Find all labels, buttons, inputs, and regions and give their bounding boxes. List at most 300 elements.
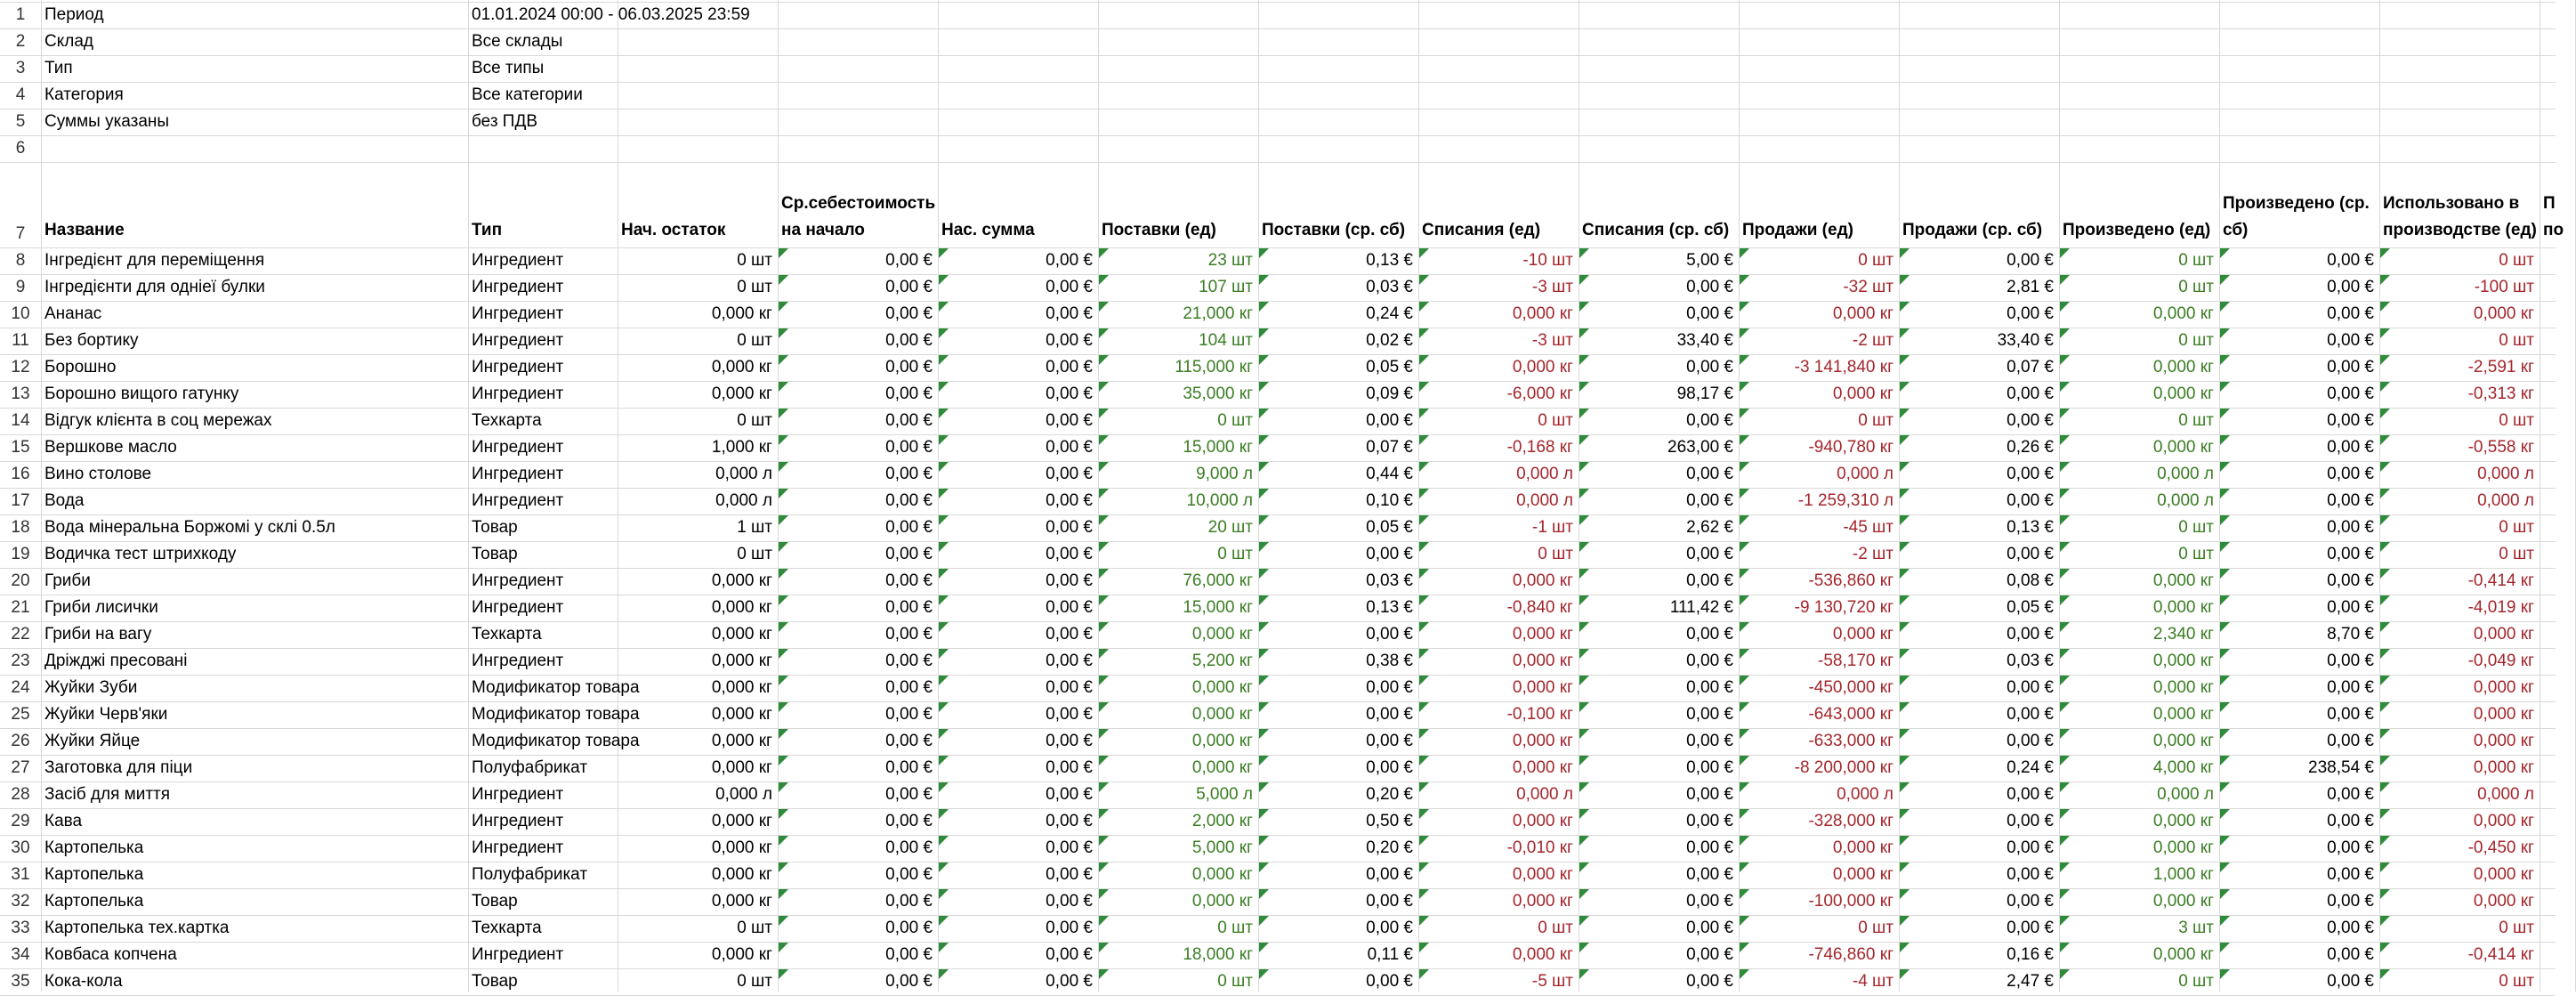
table-cell-sales-qty[interactable]: 0 шт [1858, 411, 1894, 430]
table-cell-supply-cost[interactable]: 0,03 € [1366, 571, 1413, 590]
table-cell-sales-cost[interactable]: 0,00 € [2007, 705, 2054, 724]
table-cell-produced-qty[interactable]: 0,000 кг [2152, 705, 2214, 724]
table-cell-start[interactable]: 0,000 кг [711, 678, 772, 697]
table-cell-used-qty[interactable]: 0,000 кг [2473, 705, 2534, 724]
table-cell-writeoff-qty[interactable]: -6,000 кг [1506, 385, 1573, 403]
table-cell-sales-qty[interactable]: -100,000 кг [1808, 892, 1894, 911]
table-cell-produced-qty[interactable]: 0,000 л [2157, 465, 2214, 483]
table-cell-writeoff-qty[interactable]: 0,000 л [1516, 491, 1573, 510]
table-cell-produced-qty[interactable]: 0,000 л [2157, 491, 2214, 510]
table-cell-sales-cost[interactable]: 0,00 € [2007, 838, 2054, 857]
table-cell-produced-qty[interactable]: 0,000 кг [2152, 598, 2214, 617]
table-cell-avg-cost[interactable]: 0,00 € [885, 385, 933, 403]
table-cell-avg-cost[interactable]: 0,00 € [885, 358, 933, 377]
table-cell-sales-cost[interactable]: 0,00 € [2007, 545, 2054, 563]
table-cell-supply-qty[interactable]: 0 шт [1217, 545, 1253, 563]
table-cell-type[interactable]: Модификатор товара [472, 678, 640, 697]
table-cell-type[interactable]: Ингредиент [472, 491, 564, 510]
table-cell-sales-qty[interactable]: -643,000 кг [1808, 705, 1894, 724]
table-cell-writeoff-cost[interactable]: 0,00 € [1686, 465, 1733, 483]
table-cell-sales-cost[interactable]: 0,00 € [2007, 491, 2054, 510]
table-cell-sales-qty[interactable]: -4 шт [1852, 972, 1894, 991]
table-cell-sales-cost[interactable]: 0,00 € [2007, 411, 2054, 430]
table-cell-writeoff-cost[interactable]: 0,00 € [1686, 945, 1733, 964]
meta-value[interactable]: Все типы [472, 59, 545, 77]
table-cell-sales-qty[interactable]: -746,860 кг [1808, 945, 1894, 964]
table-cell-sum[interactable]: 0,00 € [1046, 491, 1093, 510]
table-cell-name[interactable]: Дріжджі пресовані [44, 652, 188, 670]
table-cell-sales-qty[interactable]: 0,000 кг [1832, 865, 1894, 884]
table-cell-sales-qty[interactable]: -45 шт [1843, 518, 1894, 537]
table-cell-avg-cost[interactable]: 0,00 € [885, 945, 933, 964]
column-header[interactable]: Название [44, 221, 125, 239]
table-cell-type[interactable]: Ингредиент [472, 385, 564, 403]
table-cell-sales-qty[interactable]: -633,000 кг [1808, 732, 1894, 750]
table-cell-writeoff-cost[interactable]: 0,00 € [1686, 652, 1733, 670]
table-cell-start[interactable]: 0 шт [737, 545, 772, 563]
meta-label[interactable]: Склад [44, 32, 93, 51]
table-cell-sales-cost[interactable]: 0,07 € [2007, 358, 2054, 377]
table-cell-sales-qty[interactable]: -9 130,720 кг [1794, 598, 1894, 617]
table-cell-name[interactable]: Заготовка для піци [44, 758, 193, 777]
table-cell-used-qty[interactable]: -100 шт [2474, 278, 2534, 296]
meta-value[interactable]: 01.01.2024 00:00 - 06.03.2025 23:59 [472, 5, 750, 24]
table-cell-supply-qty[interactable]: 9,000 л [1196, 465, 1253, 483]
table-cell-avg-cost[interactable]: 0,00 € [885, 972, 933, 991]
table-cell-sales-cost[interactable]: 0,05 € [2007, 598, 2054, 617]
table-cell-sum[interactable]: 0,00 € [1046, 919, 1093, 937]
table-cell-supply-cost[interactable]: 0,03 € [1366, 278, 1413, 296]
table-cell-supply-qty[interactable]: 5,200 кг [1191, 652, 1253, 670]
table-cell-start[interactable]: 0,000 кг [711, 732, 772, 750]
table-cell-used-qty[interactable]: 0,000 кг [2473, 304, 2534, 323]
table-cell-produced-cost[interactable]: 0,00 € [2327, 838, 2374, 857]
table-cell-produced-cost[interactable]: 0,00 € [2327, 919, 2374, 937]
table-cell-supply-cost[interactable]: 0,00 € [1366, 705, 1413, 724]
table-cell-produced-qty[interactable]: 0,000 кг [2152, 385, 2214, 403]
table-cell-produced-cost[interactable]: 0,00 € [2327, 598, 2374, 617]
table-cell-writeoff-cost[interactable]: 0,00 € [1686, 812, 1733, 830]
table-cell-type[interactable]: Товар [472, 972, 518, 991]
table-cell-writeoff-cost[interactable]: 33,40 € [1676, 331, 1733, 350]
table-cell-used-qty[interactable]: 0,000 л [2477, 465, 2534, 483]
table-cell-sum[interactable]: 0,00 € [1046, 358, 1093, 377]
table-cell-produced-qty[interactable]: 4,000 кг [2152, 758, 2214, 777]
table-cell-start[interactable]: 0,000 кг [711, 758, 772, 777]
table-cell-sum[interactable]: 0,00 € [1046, 758, 1093, 777]
table-cell-name[interactable]: Гриби лисички [44, 598, 158, 617]
table-cell-used-qty[interactable]: 0,000 кг [2473, 812, 2534, 830]
table-cell-writeoff-qty[interactable]: 0,000 кг [1512, 625, 1573, 644]
table-cell-writeoff-cost[interactable]: 0,00 € [1686, 278, 1733, 296]
table-cell-used-qty[interactable]: -0,414 кг [2467, 945, 2534, 964]
table-cell-sum[interactable]: 0,00 € [1046, 678, 1093, 697]
table-cell-produced-qty[interactable]: 0,000 кг [2152, 678, 2214, 697]
table-cell-writeoff-qty[interactable]: -3 шт [1531, 331, 1573, 350]
table-cell-produced-cost[interactable]: 0,00 € [2327, 385, 2374, 403]
table-cell-writeoff-qty[interactable]: 0,000 кг [1512, 758, 1573, 777]
table-cell-produced-qty[interactable]: 0,000 л [2157, 785, 2214, 804]
table-cell-sum[interactable]: 0,00 € [1046, 598, 1093, 617]
table-cell-supply-qty[interactable]: 0,000 кг [1191, 758, 1253, 777]
table-cell-used-qty[interactable]: -0,049 кг [2467, 652, 2534, 670]
table-cell-used-qty[interactable]: -0,450 кг [2467, 838, 2534, 857]
table-cell-writeoff-qty[interactable]: -0,840 кг [1506, 598, 1573, 617]
table-cell-produced-qty[interactable]: 0,000 кг [2152, 571, 2214, 590]
table-cell-sales-cost[interactable]: 0,00 € [2007, 732, 2054, 750]
table-cell-supply-cost[interactable]: 0,38 € [1366, 652, 1413, 670]
table-cell-produced-qty[interactable]: 0 шт [2178, 278, 2214, 296]
table-cell-writeoff-cost[interactable]: 0,00 € [1686, 919, 1733, 937]
table-cell-avg-cost[interactable]: 0,00 € [885, 251, 933, 270]
table-cell-sum[interactable]: 0,00 € [1046, 545, 1093, 563]
table-cell-supply-qty[interactable]: 0 шт [1217, 972, 1253, 991]
table-cell-sum[interactable]: 0,00 € [1046, 251, 1093, 270]
column-header[interactable]: Ср.себестоимость на начало [781, 194, 936, 239]
table-cell-sum[interactable]: 0,00 € [1046, 278, 1093, 296]
table-cell-start[interactable]: 0,000 кг [711, 571, 772, 590]
table-cell-start[interactable]: 0 шт [737, 278, 772, 296]
column-header[interactable]: П по [2543, 194, 2564, 239]
table-cell-avg-cost[interactable]: 0,00 € [885, 411, 933, 430]
table-cell-supply-cost[interactable]: 0,00 € [1366, 972, 1413, 991]
table-cell-type[interactable]: Ингредиент [472, 785, 564, 804]
table-cell-name[interactable]: Кава [44, 812, 83, 830]
table-cell-type[interactable]: Ингредиент [472, 838, 564, 857]
table-cell-supply-qty[interactable]: 0,000 кг [1191, 678, 1253, 697]
column-header[interactable]: Нач. остаток [621, 221, 726, 239]
table-cell-writeoff-qty[interactable]: -1 шт [1531, 518, 1573, 537]
table-cell-produced-qty[interactable]: 2,340 кг [2152, 625, 2214, 644]
table-cell-writeoff-qty[interactable]: 0,000 кг [1512, 571, 1573, 590]
table-cell-sales-cost[interactable]: 0,00 € [2007, 678, 2054, 697]
table-cell-produced-qty[interactable]: 0,000 кг [2152, 838, 2214, 857]
column-header[interactable]: Списания (ср. сб) [1582, 221, 1730, 239]
table-cell-name[interactable]: Ананас [44, 304, 102, 323]
table-cell-avg-cost[interactable]: 0,00 € [885, 892, 933, 911]
table-cell-supply-cost[interactable]: 0,10 € [1366, 491, 1413, 510]
table-cell-sales-cost[interactable]: 0,00 € [2007, 251, 2054, 270]
table-cell-used-qty[interactable]: -2,591 кг [2467, 358, 2534, 377]
table-cell-avg-cost[interactable]: 0,00 € [885, 812, 933, 830]
table-cell-sum[interactable]: 0,00 € [1046, 972, 1093, 991]
table-cell-supply-cost[interactable]: 0,00 € [1366, 758, 1413, 777]
table-cell-type[interactable]: Ингредиент [472, 571, 564, 590]
table-cell-start[interactable]: 0,000 кг [711, 892, 772, 911]
table-cell-supply-cost[interactable]: 0,13 € [1366, 251, 1413, 270]
table-cell-sales-cost[interactable]: 0,00 € [2007, 304, 2054, 323]
table-cell-start[interactable]: 0 шт [737, 919, 772, 937]
table-cell-supply-qty[interactable]: 0,000 кг [1191, 705, 1253, 724]
table-cell-used-qty[interactable]: 0,000 кг [2473, 732, 2534, 750]
table-cell-name[interactable]: Жуйки Яйце [44, 732, 141, 750]
table-cell-start[interactable]: 0,000 кг [711, 625, 772, 644]
table-cell-produced-qty[interactable]: 0 шт [2178, 545, 2214, 563]
table-cell-sum[interactable]: 0,00 € [1046, 652, 1093, 670]
table-cell-supply-qty[interactable]: 15,000 кг [1183, 598, 1253, 617]
table-cell-type[interactable]: Товар [472, 518, 518, 537]
table-cell-produced-cost[interactable]: 0,00 € [2327, 652, 2374, 670]
table-cell-produced-qty[interactable]: 0 шт [2178, 251, 2214, 270]
table-cell-supply-cost[interactable]: 0,09 € [1366, 385, 1413, 403]
table-cell-writeoff-cost[interactable]: 0,00 € [1686, 304, 1733, 323]
table-cell-sum[interactable]: 0,00 € [1046, 838, 1093, 857]
table-cell-sum[interactable]: 0,00 € [1046, 865, 1093, 884]
column-header[interactable]: Произведено (ср. сб) [2223, 194, 2370, 239]
table-cell-supply-qty[interactable]: 35,000 кг [1183, 385, 1253, 403]
table-cell-supply-cost[interactable]: 0,44 € [1366, 465, 1413, 483]
table-cell-type[interactable]: Ингредиент [472, 278, 564, 296]
table-cell-supply-qty[interactable]: 76,000 кг [1183, 571, 1253, 590]
table-cell-supply-cost[interactable]: 0,00 € [1366, 865, 1413, 884]
table-cell-start[interactable]: 0 шт [737, 411, 772, 430]
table-cell-start[interactable]: 0,000 кг [711, 812, 772, 830]
table-cell-produced-cost[interactable]: 0,00 € [2327, 491, 2374, 510]
column-header[interactable]: Продажи (ср. сб) [1902, 221, 2043, 239]
table-cell-name[interactable]: Картопелька [44, 838, 144, 857]
table-cell-sales-cost[interactable]: 0,00 € [2007, 465, 2054, 483]
table-cell-avg-cost[interactable]: 0,00 € [885, 438, 933, 457]
table-cell-sales-cost[interactable]: 0,08 € [2007, 571, 2054, 590]
table-cell-produced-cost[interactable]: 0,00 € [2327, 892, 2374, 911]
table-cell-avg-cost[interactable]: 0,00 € [885, 465, 933, 483]
table-cell-sum[interactable]: 0,00 € [1046, 465, 1093, 483]
table-cell-used-qty[interactable]: 0,000 кг [2473, 625, 2534, 644]
table-cell-start[interactable]: 0,000 л [715, 465, 772, 483]
table-cell-supply-qty[interactable]: 10,000 л [1186, 491, 1253, 510]
table-cell-type[interactable]: Модификатор товара [472, 705, 640, 724]
table-cell-start[interactable]: 0,000 кг [711, 358, 772, 377]
table-cell-used-qty[interactable]: -0,558 кг [2467, 438, 2534, 457]
table-cell-sales-qty[interactable]: -1 259,310 л [1797, 491, 1894, 510]
table-cell-sum[interactable]: 0,00 € [1046, 785, 1093, 804]
table-cell-writeoff-qty[interactable]: -0,010 кг [1506, 838, 1573, 857]
table-cell-writeoff-cost[interactable]: 0,00 € [1686, 625, 1733, 644]
table-cell-sales-qty[interactable]: 0,000 кг [1832, 838, 1894, 857]
table-cell-supply-qty[interactable]: 2,000 кг [1191, 812, 1253, 830]
table-cell-supply-qty[interactable]: 0 шт [1217, 919, 1253, 937]
meta-label[interactable]: Категория [44, 85, 124, 104]
table-cell-writeoff-cost[interactable]: 98,17 € [1676, 385, 1733, 403]
table-cell-name[interactable]: Водичка тест штрихкоду [44, 545, 237, 563]
table-cell-start[interactable]: 0 шт [737, 972, 772, 991]
table-cell-type[interactable]: Полуфабрикат [472, 865, 588, 884]
table-cell-sales-qty[interactable]: -3 141,840 кг [1794, 358, 1894, 377]
table-cell-sales-qty[interactable]: -58,170 кг [1818, 652, 1894, 670]
table-cell-supply-qty[interactable]: 0,000 кг [1191, 732, 1253, 750]
table-cell-used-qty[interactable]: 0,000 л [2477, 785, 2534, 804]
table-cell-avg-cost[interactable]: 0,00 € [885, 571, 933, 590]
table-cell-writeoff-qty[interactable]: 0,000 кг [1512, 892, 1573, 911]
table-cell-supply-qty[interactable]: 115,000 кг [1175, 358, 1253, 377]
table-cell-produced-cost[interactable]: 0,00 € [2327, 438, 2374, 457]
table-cell-name[interactable]: Картопелька [44, 892, 144, 911]
table-cell-produced-cost[interactable]: 0,00 € [2327, 812, 2374, 830]
table-cell-used-qty[interactable]: 0,000 кг [2473, 865, 2534, 884]
table-cell-used-qty[interactable]: 0 шт [2499, 411, 2534, 430]
column-header[interactable]: Использовано в производстве (ед) [2383, 194, 2537, 239]
table-cell-type[interactable]: Ингредиент [472, 331, 564, 350]
table-cell-writeoff-cost[interactable]: 111,42 € [1669, 598, 1733, 617]
table-cell-type[interactable]: Ингредиент [472, 652, 564, 670]
table-cell-writeoff-qty[interactable]: -0,168 кг [1506, 438, 1573, 457]
table-cell-used-qty[interactable]: 0,000 кг [2473, 892, 2534, 911]
table-cell-avg-cost[interactable]: 0,00 € [885, 732, 933, 750]
table-cell-sales-cost[interactable]: 0,16 € [2007, 945, 2054, 964]
table-cell-sales-cost[interactable]: 0,26 € [2007, 438, 2054, 457]
table-cell-produced-qty[interactable]: 0,000 кг [2152, 892, 2214, 911]
table-cell-writeoff-cost[interactable]: 5,00 € [1686, 251, 1733, 270]
table-cell-produced-qty[interactable]: 0,000 кг [2152, 945, 2214, 964]
table-cell-sum[interactable]: 0,00 € [1046, 625, 1093, 644]
table-cell-supply-cost[interactable]: 0,24 € [1366, 304, 1413, 323]
table-cell-name[interactable]: Вершкове масло [44, 438, 177, 457]
meta-value[interactable]: Все склады [472, 32, 563, 51]
table-cell-writeoff-cost[interactable]: 0,00 € [1686, 705, 1733, 724]
table-cell-supply-cost[interactable]: 0,20 € [1366, 838, 1413, 857]
table-cell-writeoff-qty[interactable]: 0 шт [1538, 545, 1573, 563]
table-cell-used-qty[interactable]: 0,000 л [2477, 491, 2534, 510]
table-cell-produced-cost[interactable]: 8,70 € [2327, 625, 2374, 644]
table-cell-sum[interactable]: 0,00 € [1046, 518, 1093, 537]
column-header[interactable]: Поставки (ед) [1102, 221, 1216, 239]
table-cell-sales-qty[interactable]: -536,860 кг [1808, 571, 1894, 590]
table-cell-sum[interactable]: 0,00 € [1046, 304, 1093, 323]
table-cell-supply-qty[interactable]: 104 шт [1199, 331, 1253, 350]
table-cell-writeoff-cost[interactable]: 0,00 € [1686, 865, 1733, 884]
table-cell-sales-qty[interactable]: 0 шт [1858, 251, 1894, 270]
table-cell-name[interactable]: Картопелька тех.картка [44, 919, 230, 937]
table-cell-sales-cost[interactable]: 0,00 € [2007, 625, 2054, 644]
table-cell-type[interactable]: Техкарта [472, 919, 542, 937]
table-cell-name[interactable]: Інгредієнт для переміщення [44, 251, 265, 270]
table-cell-sales-qty[interactable]: -8 200,000 кг [1794, 758, 1894, 777]
table-cell-produced-cost[interactable]: 0,00 € [2327, 972, 2374, 991]
table-cell-writeoff-qty[interactable]: 0,000 л [1516, 785, 1573, 804]
column-header[interactable]: Тип [472, 221, 503, 239]
table-cell-used-qty[interactable]: 0,000 кг [2473, 758, 2534, 777]
table-cell-sum[interactable]: 0,00 € [1046, 385, 1093, 403]
table-cell-produced-cost[interactable]: 0,00 € [2327, 945, 2374, 964]
table-cell-produced-qty[interactable]: 0 шт [2178, 331, 2214, 350]
table-cell-start[interactable]: 0,000 кг [711, 598, 772, 617]
meta-label[interactable]: Тип [44, 59, 73, 77]
table-cell-sales-qty[interactable]: -2 шт [1852, 331, 1894, 350]
table-cell-sales-cost[interactable]: 0,00 € [2007, 785, 2054, 804]
table-cell-avg-cost[interactable]: 0,00 € [885, 278, 933, 296]
table-cell-writeoff-cost[interactable]: 0,00 € [1686, 571, 1733, 590]
table-cell-produced-cost[interactable]: 0,00 € [2327, 278, 2374, 296]
table-cell-supply-qty[interactable]: 21,000 кг [1183, 304, 1253, 323]
table-cell-produced-qty[interactable]: 0,000 кг [2152, 358, 2214, 377]
table-cell-used-qty[interactable]: -0,313 кг [2467, 385, 2534, 403]
table-cell-used-qty[interactable]: -4,019 кг [2467, 598, 2534, 617]
table-cell-name[interactable]: Борошно [44, 358, 117, 377]
table-cell-avg-cost[interactable]: 0,00 € [885, 705, 933, 724]
table-cell-produced-cost[interactable]: 0,00 € [2327, 571, 2374, 590]
table-cell-supply-cost[interactable]: 0,00 € [1366, 545, 1413, 563]
meta-label[interactable]: Период [44, 5, 104, 24]
column-header[interactable]: Списания (ед) [1422, 221, 1541, 239]
table-cell-writeoff-qty[interactable]: 0,000 л [1516, 465, 1573, 483]
table-cell-produced-qty[interactable]: 0 шт [2178, 518, 2214, 537]
table-cell-writeoff-qty[interactable]: 0,000 кг [1512, 945, 1573, 964]
table-cell-writeoff-cost[interactable]: 0,00 € [1686, 892, 1733, 911]
table-cell-type[interactable]: Ингредиент [472, 812, 564, 830]
table-cell-sales-cost[interactable]: 0,24 € [2007, 758, 2054, 777]
table-cell-supply-cost[interactable]: 0,07 € [1366, 438, 1413, 457]
column-header[interactable]: Нас. сумма [941, 221, 1035, 239]
table-cell-type[interactable]: Ингредиент [472, 598, 564, 617]
table-cell-type[interactable]: Товар [472, 892, 518, 911]
table-cell-sales-cost[interactable]: 0,00 € [2007, 865, 2054, 884]
table-cell-writeoff-cost[interactable]: 2,62 € [1686, 518, 1733, 537]
table-cell-supply-qty[interactable]: 5,000 кг [1191, 838, 1253, 857]
table-cell-avg-cost[interactable]: 0,00 € [885, 304, 933, 323]
table-cell-supply-cost[interactable]: 0,50 € [1366, 812, 1413, 830]
table-cell-name[interactable]: Інгредієнти для одніеї булки [44, 278, 265, 296]
table-cell-sales-qty[interactable]: 0,000 кг [1832, 385, 1894, 403]
table-cell-avg-cost[interactable]: 0,00 € [885, 491, 933, 510]
table-cell-avg-cost[interactable]: 0,00 € [885, 919, 933, 937]
table-cell-supply-qty[interactable]: 20 шт [1207, 518, 1253, 537]
table-cell-sales-cost[interactable]: 0,00 € [2007, 919, 2054, 937]
table-cell-name[interactable]: Вино столове [44, 465, 152, 483]
table-cell-produced-qty[interactable]: 0,000 кг [2152, 652, 2214, 670]
table-cell-supply-qty[interactable]: 15,000 кг [1183, 438, 1253, 457]
table-cell-name[interactable]: Без бортику [44, 331, 139, 350]
table-cell-writeoff-qty[interactable]: 0,000 кг [1512, 812, 1573, 830]
table-cell-sum[interactable]: 0,00 € [1046, 331, 1093, 350]
table-cell-sales-qty[interactable]: -32 шт [1843, 278, 1894, 296]
table-cell-sales-cost[interactable]: 33,40 € [1997, 331, 2054, 350]
table-cell-avg-cost[interactable]: 0,00 € [885, 758, 933, 777]
table-cell-supply-cost[interactable]: 0,00 € [1366, 732, 1413, 750]
table-cell-avg-cost[interactable]: 0,00 € [885, 518, 933, 537]
table-cell-avg-cost[interactable]: 0,00 € [885, 652, 933, 670]
meta-value[interactable]: Все категории [472, 85, 583, 104]
table-cell-supply-qty[interactable]: 0 шт [1217, 411, 1253, 430]
table-cell-name[interactable]: Відгук клієнта в соц мережах [44, 411, 272, 430]
table-cell-writeoff-qty[interactable]: -0,100 кг [1506, 705, 1573, 724]
table-cell-writeoff-qty[interactable]: -3 шт [1531, 278, 1573, 296]
table-cell-sales-cost[interactable]: 0,00 € [2007, 892, 2054, 911]
table-cell-name[interactable]: Ковбаса копчена [44, 945, 177, 964]
table-cell-sum[interactable]: 0,00 € [1046, 945, 1093, 964]
table-cell-supply-cost[interactable]: 0,00 € [1366, 411, 1413, 430]
table-cell-supply-cost[interactable]: 0,11 € [1367, 945, 1413, 964]
table-cell-type[interactable]: Ингредиент [472, 438, 564, 457]
table-cell-supply-cost[interactable]: 0,00 € [1366, 625, 1413, 644]
table-cell-produced-cost[interactable]: 0,00 € [2327, 331, 2374, 350]
table-cell-avg-cost[interactable]: 0,00 € [885, 598, 933, 617]
table-cell-start[interactable]: 0,000 кг [711, 385, 772, 403]
table-cell-writeoff-qty[interactable]: 0 шт [1538, 919, 1573, 937]
table-cell-used-qty[interactable]: -0,414 кг [2467, 571, 2534, 590]
table-cell-sales-cost[interactable]: 0,13 € [2007, 518, 2054, 537]
table-cell-produced-cost[interactable]: 0,00 € [2327, 251, 2374, 270]
table-cell-sum[interactable]: 0,00 € [1046, 892, 1093, 911]
table-cell-sum[interactable]: 0,00 € [1046, 571, 1093, 590]
table-cell-start[interactable]: 0 шт [737, 331, 772, 350]
table-cell-writeoff-qty[interactable]: -10 шт [1522, 251, 1573, 270]
table-cell-type[interactable]: Модификатор товара [472, 732, 640, 750]
table-cell-produced-cost[interactable]: 0,00 € [2327, 411, 2374, 430]
table-cell-writeoff-qty[interactable]: 0 шт [1538, 411, 1573, 430]
table-cell-writeoff-cost[interactable]: 0,00 € [1686, 838, 1733, 857]
meta-value[interactable]: без ПДВ [472, 112, 538, 131]
table-cell-start[interactable]: 1 шт [737, 518, 772, 537]
